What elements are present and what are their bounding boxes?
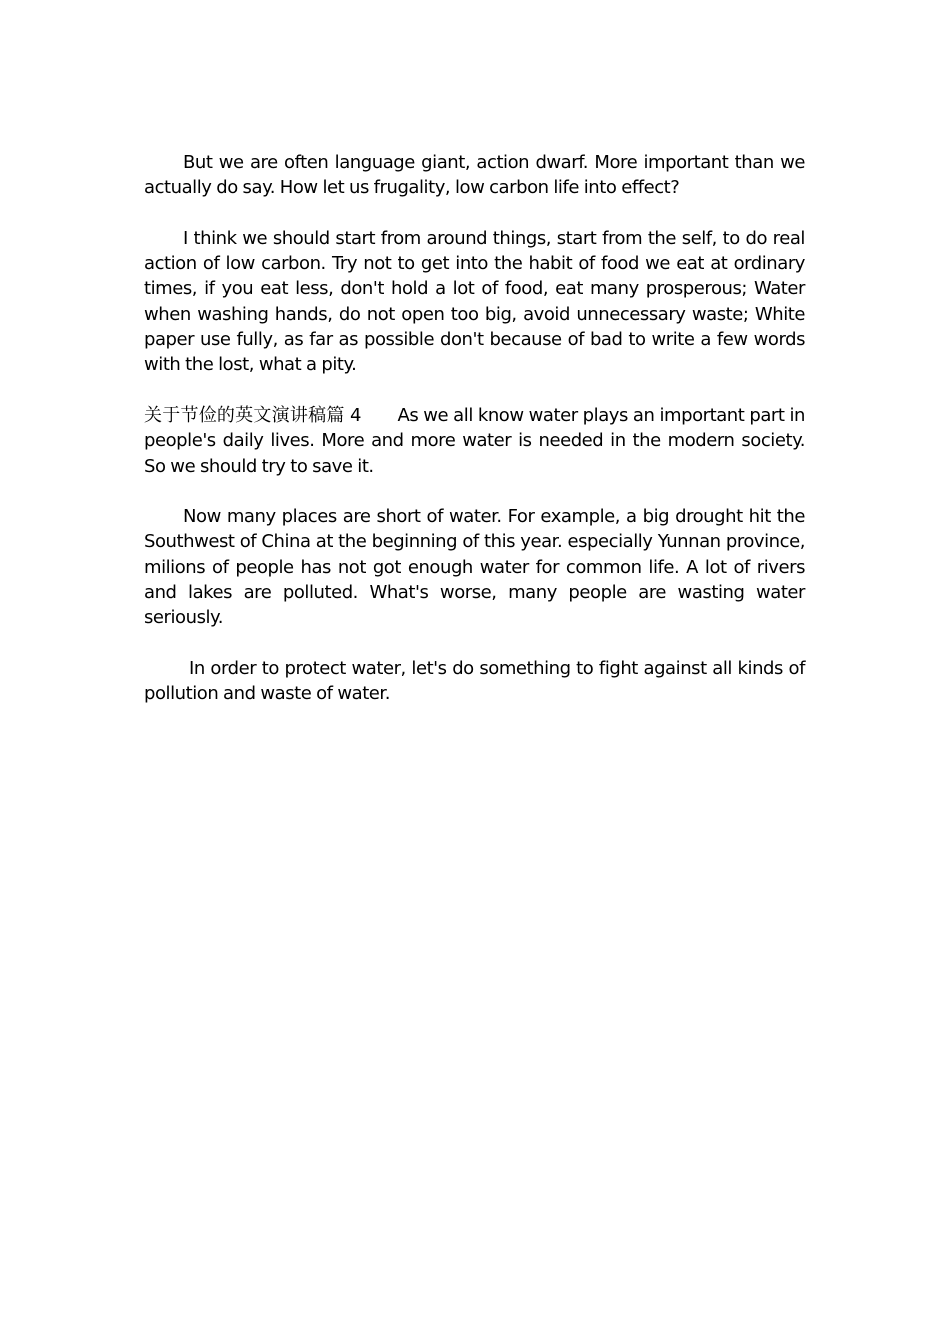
paragraph-3-text: As we all know water plays an important part in people's daily lives. More and more water is needed in the modern society. So we should try to save it. bbox=[144, 404, 805, 477]
paragraph-5: In order to protect water, let's do something to fight against all kinds of pollution and waste of water. bbox=[144, 657, 805, 705]
section-heading: 关于节俭的英文演讲稿篇 4 bbox=[144, 404, 362, 426]
paragraph-1: But we are often language giant, action dwarf. More important than we actually do say. How let us frugality, low carbon life into effect? bbox=[144, 152, 805, 199]
paragraph-3 bbox=[144, 403, 805, 479]
paragraph-4: Now many places are short of water. For example, a big drought hit the Southwest of China at the beginning of this year. especially Yunnan province, milions of people has not got enough water for common life. A lot of rivers and lakes are polluted. What's worse, many people are wasting water seriously. bbox=[144, 506, 805, 629]
document-body bbox=[144, 150, 805, 732]
paragraph-2: I think we should start from around things, start from the self, to do real action of low carbon. Try not to get into the habit of food we eat at ordinary times, if you eat less, don't hold a lot of food, eat many prosperous; Water when washing hands, do not open too big, avoid unnecessary waste; White paper use fully, as far as possible don't because of bad to write a few words with the lost, what a pity. bbox=[144, 227, 805, 376]
